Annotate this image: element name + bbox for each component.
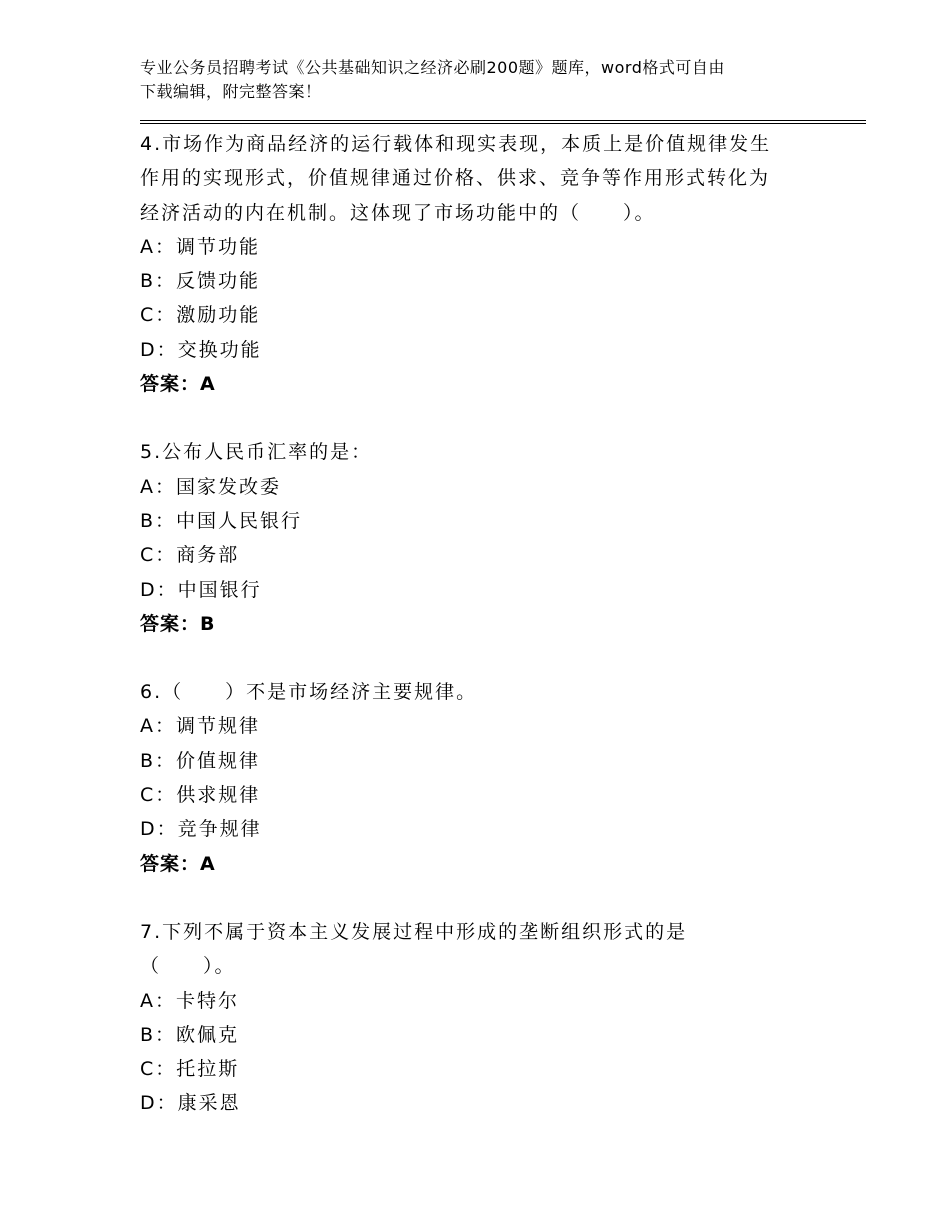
option-c: C：托拉斯 (140, 1058, 240, 1081)
answer-line: 答案：A (140, 852, 216, 875)
option-a: A：调节功能 (140, 235, 260, 258)
option-d: D：中国银行 (140, 578, 262, 601)
document-header (140, 56, 820, 104)
question-stem: 7.下列不属于资本主义发展过程中形成的垄断组织形式的是 (140, 920, 688, 943)
option-b: B：欧佩克 (140, 1023, 240, 1046)
question-stem: 5.公布人民币汇率的是： (140, 441, 373, 464)
option-c: C：激励功能 (140, 304, 261, 327)
option-d: D：康采恩 (140, 1092, 241, 1115)
question-stem: 经济活动的内在机制。这体现了市场功能中的（ ）。 (140, 201, 656, 224)
header-line: 下载编辑，附完整答案！ (140, 82, 322, 101)
question-stem: 作用的实现形式，价值规律通过价格、供求、竞争等作用形式转化为 (140, 167, 771, 190)
header-divider (140, 120, 866, 124)
answer-line: 答案：B (140, 612, 216, 635)
header-line: 专业公务员招聘考试《公共基础知识之经济必刷200题》题库，word格式可自由 (140, 58, 725, 77)
option-a: A：卡特尔 (140, 989, 239, 1012)
option-d: D：竞争规律 (140, 818, 262, 841)
option-c: C：供求规律 (140, 784, 261, 807)
question-stem: 4.市场作为商品经济的运行载体和现实表现，本质上是价值规律发生 (140, 133, 772, 155)
spacer (140, 641, 840, 675)
option-c: C：商务部 (140, 544, 240, 567)
option-d: D：交换功能 (140, 338, 262, 361)
spacer (140, 881, 840, 915)
option-b: B：反馈功能 (140, 270, 261, 293)
option-a: A：调节规律 (140, 715, 260, 738)
question-block (140, 675, 840, 881)
option-b: B：价值规律 (140, 749, 261, 772)
question-stem: 6.（ ）不是市场经济主要规律。 (140, 681, 478, 704)
question-block (140, 435, 840, 641)
spacer (140, 401, 840, 435)
option-b: B：中国人民银行 (140, 509, 303, 532)
question-block (140, 915, 840, 1121)
question-stem: （ ）。 (140, 955, 236, 978)
question-list (140, 127, 840, 1121)
option-a: A：国家发改委 (140, 475, 281, 498)
answer-line: 答案：A (140, 373, 216, 396)
question-block (140, 127, 840, 401)
